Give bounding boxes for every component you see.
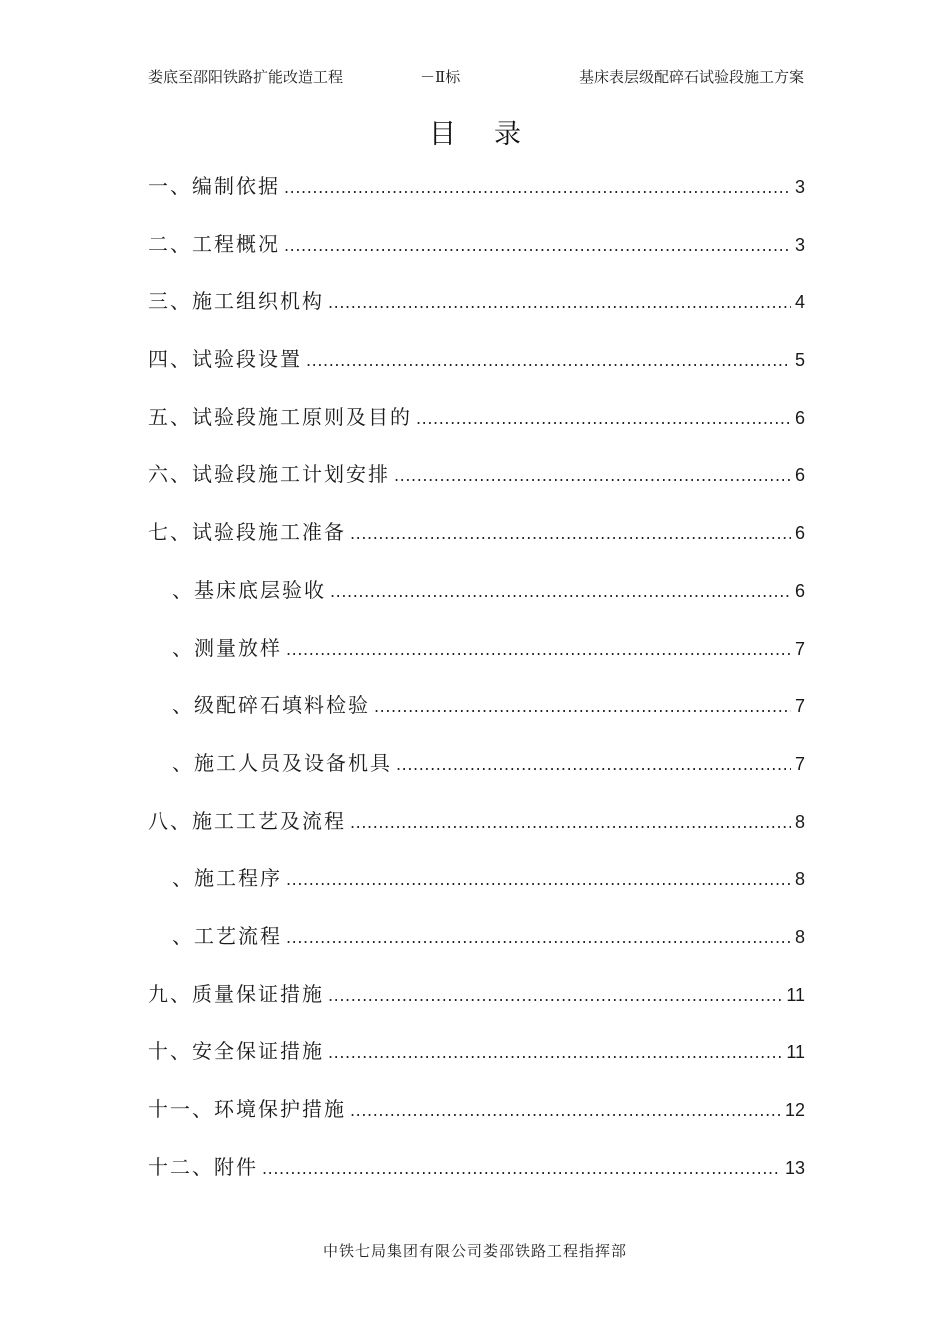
toc-entry-page-number: 8 <box>794 869 805 890</box>
toc-leader-dots <box>350 801 791 845</box>
toc-entry-label: 九、质量保证措施 <box>148 981 324 1006</box>
toc-entry-label: 、基床底层验收 <box>172 577 326 602</box>
toc-entry-label: 六、试验段施工计划安排 <box>148 462 390 487</box>
toc-entry-page-number: 7 <box>794 753 805 774</box>
toc-entry[interactable] <box>148 395 805 453</box>
toc-entry[interactable] <box>148 510 805 568</box>
toc-entry[interactable] <box>148 568 805 626</box>
toc-entry-label: 、施工人员及设备机具 <box>172 750 392 775</box>
toc-leader-dots <box>284 224 791 268</box>
page-title: 目录 <box>429 119 559 150</box>
toc-leader-dots <box>350 512 791 556</box>
toc-leader-dots <box>394 454 791 498</box>
toc-entry-page-number: 6 <box>794 407 805 428</box>
toc-entry-page-number: 13 <box>784 1157 805 1178</box>
toc-entry[interactable] <box>148 626 805 684</box>
toc-entry-label: 、工艺流程 <box>172 923 282 948</box>
toc-entry[interactable] <box>148 799 805 857</box>
toc-leader-dots <box>306 339 791 383</box>
toc-entry-label: 十、安全保证措施 <box>148 1039 324 1064</box>
toc-entry-page-number: 3 <box>794 234 805 255</box>
table-of-contents <box>148 164 805 1202</box>
toc-entry-label: 一、编制依据 <box>148 174 280 198</box>
toc-leader-dots <box>286 858 791 902</box>
header-project-name: 娄底至邵阳铁路扩能改造工程 <box>148 68 344 86</box>
toc-entry[interactable] <box>148 972 805 1030</box>
toc-entry-page-number: 11 <box>786 1042 805 1063</box>
toc-entry-page-number: 6 <box>794 523 805 544</box>
toc-entry[interactable] <box>148 741 805 799</box>
toc-entry-page-number: 12 <box>784 1100 805 1120</box>
header-section: －Ⅱ标 <box>420 68 461 86</box>
toc-entry-label: 三、施工组织机构 <box>148 289 324 314</box>
toc-entry-label: 七、试验段施工准备 <box>148 520 346 545</box>
toc-entry-label: 十二、附件 <box>148 1154 258 1179</box>
toc-entry-page-number: 6 <box>794 580 805 601</box>
toc-leader-dots <box>396 743 791 787</box>
toc-entry[interactable] <box>148 914 805 972</box>
toc-entry-page-number: 5 <box>794 350 805 371</box>
toc-entry-label: 二、工程概况 <box>148 231 280 256</box>
toc-leader-dots <box>350 1089 781 1133</box>
toc-entry-page-number: 7 <box>794 638 805 659</box>
toc-leader-dots <box>328 281 791 325</box>
toc-entry[interactable] <box>148 452 805 510</box>
toc-entry[interactable] <box>148 1145 805 1203</box>
toc-entry-label: 十一、环境保护措施 <box>148 1097 346 1121</box>
toc-leader-dots <box>284 166 791 210</box>
toc-entry[interactable] <box>148 164 805 222</box>
toc-entry-label: 五、试验段施工原则及目的 <box>148 404 412 429</box>
toc-entry[interactable] <box>148 279 805 337</box>
toc-entry[interactable] <box>148 222 805 280</box>
toc-entry-page-number: 4 <box>794 292 805 313</box>
toc-leader-dots <box>262 1147 781 1191</box>
toc-leader-dots <box>416 397 791 441</box>
toc-leader-dots <box>286 628 791 672</box>
toc-entry[interactable] <box>148 683 805 741</box>
page-footer: 中铁七局集团有限公司娄邵铁路工程指挥部 <box>322 1242 627 1260</box>
toc-entry-page-number: 11 <box>786 984 805 1005</box>
toc-entry-page-number: 6 <box>794 465 805 486</box>
toc-entry[interactable] <box>148 337 805 395</box>
toc-entry-label: 八、施工工艺及流程 <box>148 808 346 833</box>
toc-entry-page-number: 3 <box>794 177 805 197</box>
toc-leader-dots <box>330 570 791 614</box>
toc-entry[interactable] <box>148 1087 805 1145</box>
toc-leader-dots <box>328 1031 782 1075</box>
toc-entry-label: 、级配碎石填料检验 <box>172 693 370 718</box>
toc-entry-page-number: 7 <box>794 696 805 717</box>
header-document-title: 基床表层级配碎石试验段施工方案 <box>578 68 804 86</box>
toc-leader-dots <box>374 685 791 729</box>
toc-leader-dots <box>328 974 782 1018</box>
toc-leader-dots <box>286 916 791 960</box>
toc-entry[interactable] <box>148 1029 805 1087</box>
toc-entry-label: 、施工程序 <box>172 866 282 891</box>
toc-entry[interactable] <box>148 856 805 914</box>
toc-entry-label: 四、试验段设置 <box>148 347 302 372</box>
toc-entry-page-number: 8 <box>794 811 805 832</box>
page-header <box>0 66 950 94</box>
toc-entry-page-number: 8 <box>794 926 805 947</box>
toc-entry-label: 、测量放样 <box>172 635 282 660</box>
